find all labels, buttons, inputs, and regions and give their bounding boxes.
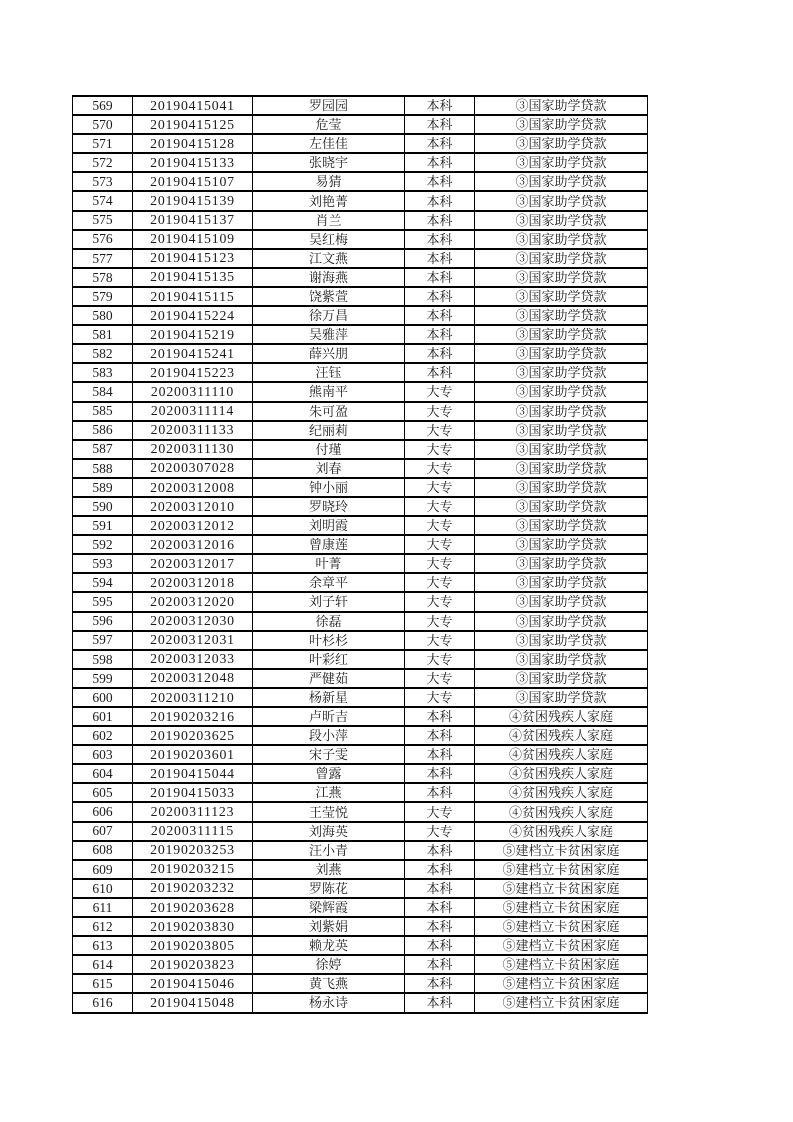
cell-student-id: 20190203216	[133, 707, 253, 726]
table-row	[73, 745, 648, 764]
cell-level: 大专	[405, 459, 475, 478]
cell-level: 大专	[405, 440, 475, 459]
cell-name: 徐婷	[253, 955, 405, 974]
cell-no: 614	[73, 955, 133, 974]
cell-level: 大专	[405, 516, 475, 535]
table-row	[73, 382, 648, 401]
table-row	[73, 860, 648, 879]
table-row	[73, 669, 648, 688]
cell-student-id: 20190415109	[133, 230, 253, 249]
cell-name: 徐磊	[253, 612, 405, 631]
cell-student-id: 20200312033	[133, 650, 253, 669]
cell-name: 吴红梅	[253, 230, 405, 249]
cell-category: ⑤建档立卡贫困家庭	[475, 860, 648, 879]
table-row	[73, 153, 648, 172]
cell-name: 谢海燕	[253, 268, 405, 287]
cell-category: ④贫困残疾人家庭	[475, 822, 648, 841]
cell-student-id: 20190203805	[133, 936, 253, 955]
cell-level: 本科	[405, 325, 475, 344]
cell-no: 606	[73, 802, 133, 821]
cell-level: 大专	[405, 612, 475, 631]
table-row	[73, 764, 648, 783]
cell-no: 600	[73, 688, 133, 707]
cell-name: 梁辉霞	[253, 898, 405, 917]
table-row	[73, 783, 648, 802]
cell-level: 大专	[405, 802, 475, 821]
cell-level: 本科	[405, 268, 475, 287]
cell-category: ③国家助学贷款	[475, 134, 648, 153]
cell-level: 大专	[405, 573, 475, 592]
cell-level: 本科	[405, 726, 475, 745]
cell-category: ③国家助学贷款	[475, 211, 648, 230]
cell-level: 大专	[405, 535, 475, 554]
cell-category: ③国家助学贷款	[475, 344, 648, 363]
cell-name: 杨永诗	[253, 993, 405, 1012]
cell-category: ③国家助学贷款	[475, 612, 648, 631]
cell-name: 叶杉杉	[253, 631, 405, 650]
cell-level: 大专	[405, 650, 475, 669]
cell-category: ③国家助学贷款	[475, 172, 648, 191]
table-row	[73, 363, 648, 382]
cell-name: 严健茹	[253, 669, 405, 688]
cell-name: 熊南平	[253, 382, 405, 401]
cell-name: 曾康莲	[253, 535, 405, 554]
cell-level: 本科	[405, 172, 475, 191]
table-row	[73, 993, 648, 1012]
cell-category: ③国家助学贷款	[475, 535, 648, 554]
cell-level: 本科	[405, 230, 475, 249]
cell-name: 付瑾	[253, 440, 405, 459]
cell-name: 江燕	[253, 783, 405, 802]
cell-name: 朱可盈	[253, 402, 405, 421]
table-row	[73, 879, 648, 898]
cell-category: ③国家助学贷款	[475, 230, 648, 249]
cell-name: 王莹悦	[253, 802, 405, 821]
table-row	[73, 478, 648, 497]
cell-student-id: 20190203253	[133, 841, 253, 860]
cell-student-id: 20190415046	[133, 974, 253, 993]
cell-student-id: 20190415041	[133, 96, 253, 115]
cell-name: 刘艳菁	[253, 191, 405, 210]
cell-student-id: 20190415133	[133, 153, 253, 172]
cell-name: 肖兰	[253, 211, 405, 230]
table-row	[73, 459, 648, 478]
student-table-body	[73, 96, 648, 1013]
cell-category: ③国家助学贷款	[475, 96, 648, 115]
table-row	[73, 230, 648, 249]
cell-no: 594	[73, 573, 133, 592]
cell-no: 578	[73, 268, 133, 287]
cell-category: ③国家助学贷款	[475, 478, 648, 497]
cell-level: 本科	[405, 936, 475, 955]
cell-no: 601	[73, 707, 133, 726]
cell-category: ③国家助学贷款	[475, 573, 648, 592]
cell-no: 596	[73, 612, 133, 631]
cell-category: ⑤建档立卡贫困家庭	[475, 841, 648, 860]
cell-no: 587	[73, 440, 133, 459]
cell-level: 本科	[405, 134, 475, 153]
cell-student-id: 20190203232	[133, 879, 253, 898]
table-row	[73, 344, 648, 363]
table-row	[73, 134, 648, 153]
cell-category: ④贫困残疾人家庭	[475, 745, 648, 764]
cell-category: ③国家助学贷款	[475, 325, 648, 344]
cell-level: 大专	[405, 592, 475, 611]
cell-category: ③国家助学贷款	[475, 249, 648, 268]
table-row	[73, 841, 648, 860]
cell-no: 577	[73, 249, 133, 268]
cell-student-id: 20200312008	[133, 478, 253, 497]
cell-name: 赖龙英	[253, 936, 405, 955]
student-roster-table	[72, 95, 648, 1014]
cell-student-id: 20190415241	[133, 344, 253, 363]
cell-category: ③国家助学贷款	[475, 287, 648, 306]
cell-level: 本科	[405, 363, 475, 382]
cell-name: 徐万昌	[253, 306, 405, 325]
cell-student-id: 20200312020	[133, 592, 253, 611]
cell-name: 饶紫萱	[253, 287, 405, 306]
cell-level: 本科	[405, 783, 475, 802]
cell-no: 599	[73, 669, 133, 688]
table-row	[73, 306, 648, 325]
cell-category: ⑤建档立卡贫困家庭	[475, 898, 648, 917]
cell-no: 610	[73, 879, 133, 898]
table-row	[73, 631, 648, 650]
cell-category: ⑤建档立卡贫困家庭	[475, 879, 648, 898]
cell-level: 本科	[405, 287, 475, 306]
cell-no: 604	[73, 764, 133, 783]
table-row	[73, 325, 648, 344]
cell-student-id: 20200311210	[133, 688, 253, 707]
cell-level: 本科	[405, 860, 475, 879]
cell-no: 602	[73, 726, 133, 745]
cell-name: 易猜	[253, 172, 405, 191]
cell-name: 汪小青	[253, 841, 405, 860]
cell-category: ⑤建档立卡贫困家庭	[475, 955, 648, 974]
cell-student-id: 20190415033	[133, 783, 253, 802]
cell-category: ③国家助学贷款	[475, 402, 648, 421]
cell-no: 580	[73, 306, 133, 325]
cell-no: 581	[73, 325, 133, 344]
table-row	[73, 573, 648, 592]
cell-student-id: 20190415224	[133, 306, 253, 325]
cell-no: 571	[73, 134, 133, 153]
cell-student-id: 20190415044	[133, 764, 253, 783]
cell-no: 570	[73, 115, 133, 134]
cell-level: 本科	[405, 745, 475, 764]
cell-level: 大专	[405, 669, 475, 688]
cell-category: ③国家助学贷款	[475, 363, 648, 382]
cell-no: 572	[73, 153, 133, 172]
cell-student-id: 20190415107	[133, 172, 253, 191]
cell-level: 本科	[405, 211, 475, 230]
cell-student-id: 20200312016	[133, 535, 253, 554]
table-row	[73, 936, 648, 955]
cell-no: 612	[73, 917, 133, 936]
cell-category: ⑤建档立卡贫困家庭	[475, 974, 648, 993]
cell-level: 大专	[405, 402, 475, 421]
cell-level: 大专	[405, 554, 475, 573]
cell-level: 本科	[405, 96, 475, 115]
cell-no: 588	[73, 459, 133, 478]
cell-student-id: 20190415137	[133, 211, 253, 230]
table-row	[73, 211, 648, 230]
cell-name: 江文燕	[253, 249, 405, 268]
cell-student-id: 20200311123	[133, 802, 253, 821]
cell-name: 吴雅萍	[253, 325, 405, 344]
cell-category: ③国家助学贷款	[475, 516, 648, 535]
cell-name: 叶菁	[253, 554, 405, 573]
table-row	[73, 115, 648, 134]
cell-no: 592	[73, 535, 133, 554]
cell-level: 大专	[405, 497, 475, 516]
cell-no: 579	[73, 287, 133, 306]
cell-level: 大专	[405, 822, 475, 841]
table-row	[73, 802, 648, 821]
cell-level: 大专	[405, 478, 475, 497]
table-row	[73, 402, 648, 421]
cell-student-id: 20200312018	[133, 573, 253, 592]
cell-no: 613	[73, 936, 133, 955]
table-row	[73, 421, 648, 440]
cell-student-id: 20200312031	[133, 631, 253, 650]
cell-student-id: 20190415139	[133, 191, 253, 210]
cell-no: 569	[73, 96, 133, 115]
table-row	[73, 592, 648, 611]
cell-student-id: 20190415048	[133, 993, 253, 1012]
table-row	[73, 497, 648, 516]
cell-category: ③国家助学贷款	[475, 631, 648, 650]
cell-no: 586	[73, 421, 133, 440]
cell-name: 刘子轩	[253, 592, 405, 611]
table-row	[73, 974, 648, 993]
cell-category: ④贫困残疾人家庭	[475, 783, 648, 802]
cell-level: 本科	[405, 879, 475, 898]
cell-no: 609	[73, 860, 133, 879]
cell-no: 575	[73, 211, 133, 230]
cell-student-id: 20200312017	[133, 554, 253, 573]
cell-level: 本科	[405, 191, 475, 210]
cell-no: 589	[73, 478, 133, 497]
cell-level: 大专	[405, 382, 475, 401]
cell-student-id: 20200311114	[133, 402, 253, 421]
table-row	[73, 287, 648, 306]
cell-student-id: 20190415128	[133, 134, 253, 153]
cell-category: ③国家助学贷款	[475, 459, 648, 478]
cell-no: 616	[73, 993, 133, 1012]
cell-name: 曾露	[253, 764, 405, 783]
table-row	[73, 955, 648, 974]
table-row	[73, 249, 648, 268]
cell-student-id: 20200312030	[133, 612, 253, 631]
cell-category: ④贫困残疾人家庭	[475, 707, 648, 726]
table-row	[73, 172, 648, 191]
cell-name: 薛兴朋	[253, 344, 405, 363]
cell-level: 本科	[405, 917, 475, 936]
cell-category: ③国家助学贷款	[475, 382, 648, 401]
table-row	[73, 726, 648, 745]
cell-student-id: 20190203601	[133, 745, 253, 764]
cell-level: 大专	[405, 688, 475, 707]
cell-name: 段小萍	[253, 726, 405, 745]
cell-name: 黄飞燕	[253, 974, 405, 993]
cell-name: 左佳佳	[253, 134, 405, 153]
cell-level: 本科	[405, 955, 475, 974]
cell-category: ⑤建档立卡贫困家庭	[475, 993, 648, 1012]
cell-category: ③国家助学贷款	[475, 650, 648, 669]
cell-student-id: 20200312010	[133, 497, 253, 516]
cell-student-id: 20190415219	[133, 325, 253, 344]
cell-name: 刘紫娟	[253, 917, 405, 936]
cell-category: ③国家助学贷款	[475, 554, 648, 573]
cell-no: 598	[73, 650, 133, 669]
cell-student-id: 20200311130	[133, 440, 253, 459]
cell-name: 余章平	[253, 573, 405, 592]
cell-category: ⑤建档立卡贫困家庭	[475, 936, 648, 955]
table-row	[73, 96, 648, 115]
cell-student-id: 20190415115	[133, 287, 253, 306]
cell-student-id: 20190415223	[133, 363, 253, 382]
cell-level: 本科	[405, 153, 475, 172]
cell-name: 刘明霞	[253, 516, 405, 535]
cell-name: 刘海英	[253, 822, 405, 841]
cell-no: 591	[73, 516, 133, 535]
cell-no: 593	[73, 554, 133, 573]
cell-student-id: 20190203830	[133, 917, 253, 936]
cell-name: 杨新星	[253, 688, 405, 707]
cell-no: 573	[73, 172, 133, 191]
cell-category: ③国家助学贷款	[475, 153, 648, 172]
cell-name: 钟小丽	[253, 478, 405, 497]
table-row	[73, 535, 648, 554]
cell-student-id: 20190415135	[133, 268, 253, 287]
cell-no: 595	[73, 592, 133, 611]
table-row	[73, 688, 648, 707]
cell-category: ③国家助学贷款	[475, 268, 648, 287]
cell-name: 纪丽莉	[253, 421, 405, 440]
table-row	[73, 612, 648, 631]
cell-student-id: 20190415125	[133, 115, 253, 134]
cell-student-id: 20190203823	[133, 955, 253, 974]
cell-no: 584	[73, 382, 133, 401]
cell-no: 597	[73, 631, 133, 650]
cell-name: 刘春	[253, 459, 405, 478]
cell-level: 本科	[405, 249, 475, 268]
table-row	[73, 650, 648, 669]
cell-name: 罗陈花	[253, 879, 405, 898]
cell-student-id: 20190415123	[133, 249, 253, 268]
cell-level: 本科	[405, 841, 475, 860]
cell-name: 刘燕	[253, 860, 405, 879]
cell-name: 叶彩红	[253, 650, 405, 669]
cell-level: 大专	[405, 421, 475, 440]
cell-name: 张晓宇	[253, 153, 405, 172]
cell-category: ③国家助学贷款	[475, 440, 648, 459]
cell-student-id: 20200311133	[133, 421, 253, 440]
table-row	[73, 191, 648, 210]
cell-student-id: 20190203625	[133, 726, 253, 745]
table-row	[73, 707, 648, 726]
cell-category: ③国家助学贷款	[475, 306, 648, 325]
cell-no: 615	[73, 974, 133, 993]
cell-no: 582	[73, 344, 133, 363]
cell-level: 本科	[405, 115, 475, 134]
cell-no: 607	[73, 822, 133, 841]
cell-level: 本科	[405, 993, 475, 1012]
cell-category: ③国家助学贷款	[475, 688, 648, 707]
cell-level: 大专	[405, 631, 475, 650]
cell-no: 611	[73, 898, 133, 917]
cell-name: 危莹	[253, 115, 405, 134]
cell-student-id: 20200307028	[133, 459, 253, 478]
cell-student-id: 20190203215	[133, 860, 253, 879]
table-row	[73, 440, 648, 459]
cell-category: ④贫困残疾人家庭	[475, 802, 648, 821]
table-row	[73, 268, 648, 287]
cell-name: 卢昕吉	[253, 707, 405, 726]
cell-level: 本科	[405, 707, 475, 726]
cell-category: ③国家助学贷款	[475, 191, 648, 210]
cell-student-id: 20200311115	[133, 822, 253, 841]
cell-no: 603	[73, 745, 133, 764]
cell-no: 590	[73, 497, 133, 516]
cell-no: 583	[73, 363, 133, 382]
cell-no: 585	[73, 402, 133, 421]
cell-category: ④贫困残疾人家庭	[475, 726, 648, 745]
cell-no: 608	[73, 841, 133, 860]
cell-category: ③国家助学贷款	[475, 592, 648, 611]
cell-name: 罗园园	[253, 96, 405, 115]
cell-category: ③国家助学贷款	[475, 497, 648, 516]
table-row	[73, 554, 648, 573]
cell-no: 605	[73, 783, 133, 802]
cell-level: 本科	[405, 898, 475, 917]
cell-student-id: 20200312048	[133, 669, 253, 688]
cell-name: 宋子雯	[253, 745, 405, 764]
table-row	[73, 917, 648, 936]
cell-category: ⑤建档立卡贫困家庭	[475, 917, 648, 936]
cell-name: 汪钰	[253, 363, 405, 382]
cell-level: 本科	[405, 306, 475, 325]
cell-category: ③国家助学贷款	[475, 421, 648, 440]
cell-category: ③国家助学贷款	[475, 669, 648, 688]
table-row	[73, 516, 648, 535]
cell-student-id: 20200311110	[133, 382, 253, 401]
cell-level: 本科	[405, 974, 475, 993]
cell-name: 罗晓玲	[253, 497, 405, 516]
cell-level: 本科	[405, 344, 475, 363]
table-row	[73, 898, 648, 917]
cell-no: 576	[73, 230, 133, 249]
table-row	[73, 822, 648, 841]
cell-category: ④贫困残疾人家庭	[475, 764, 648, 783]
cell-category: ③国家助学贷款	[475, 115, 648, 134]
cell-level: 本科	[405, 764, 475, 783]
cell-student-id: 20190203628	[133, 898, 253, 917]
cell-student-id: 20200312012	[133, 516, 253, 535]
cell-no: 574	[73, 191, 133, 210]
